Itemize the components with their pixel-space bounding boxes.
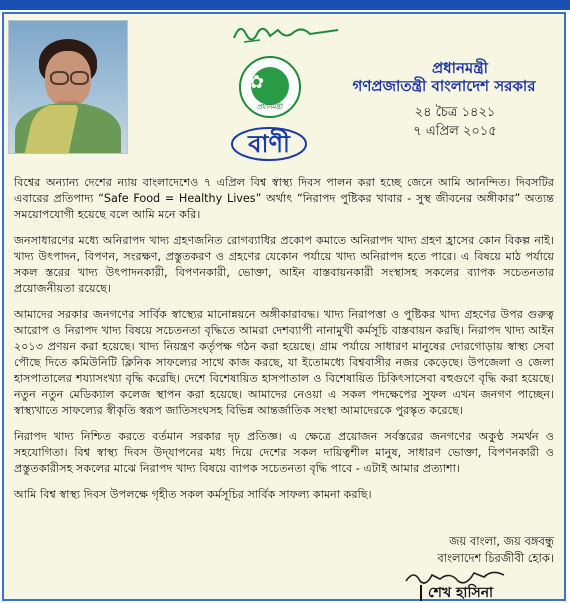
signer-name: শেখ হাসিনা <box>420 585 493 601</box>
closing-lines <box>437 533 554 567</box>
government-title: গণপ্রজাতন্ত্রী বাংলাদেশ সরকার <box>352 77 536 95</box>
portrait-photo <box>8 20 128 154</box>
paragraph-4: নিরাপদ খাদ্য নিশ্চিত করতে বর্তমান সরকার দৃঢ় প্রতিজ্ঞ। এ ক্ষেত্রে প্রয়োজন সর্বস্তরের জনগণের অকুণ্ঠ সমর্থন ও সহযোগিতা। বিশ্ব স্বাস্থ্য দিবস উদ্‌যাপনের মধ্য দিয়ে দেশের সকল দায়িত্বশীল মানুষ, সাধারণ ভোক্তা, বিপণনকারী ও প্রস্তুতকারীসহ সকলের মাঝে নিরাপদ খাদ্য বিষয়ে ব্যাপক সচেতনতা বৃদ্ধি পাবে - এটাই আমার প্রত্যাশা। <box>14 430 554 475</box>
paragraph-3: আমাদের সরকার জনগণের সার্বিক স্বাস্থ্যের মানোন্নয়নে অঙ্গীকারাবদ্ধ। খাদ্য নিরাপত্তা ও পুষ্টিকর খাদ্য গ্রহণের উপর গুরুত্ব আরোপ ও নিরাপদ খাদ্য বিষয়ে সচেতনতা বৃদ্ধিতে আমরা দেশব্যাপী নানামুখী কর্মসূচি বাস্তবায়ন করছি। নিরাপদ খাদ্য আইন ২০১৩ প্রণয়ন করা হয়েছে। খাদ্য নিয়ন্ত্রণ কর্তৃপক্ষ গঠন করা হয়েছে। গ্রাম পর্যায়ে সাধারণ মানুষের দোরগোড়ায় স্বাস্থ্য সেবা পৌছে দিতে কমিউনিটি ক্লিনিক সাফল্যের সাথে কাজ করছে, যা ইতোমধ্যে বিশ্ববাসীর নজর কেড়েছে। উপজেলা ও জেলা হাসপাতালের শয্যাসংখ্যা বৃদ্ধি করেছি। দেশে বিশেষায়িত হাসপাতাল ও বিশেষায়িত চিকিৎসাসেবা বহুগুণে বৃদ্ধি করা হয়েছে। নতুন নতুন মেডিক্যাল কলেজ স্থাপন করা হয়েছে। আমাদের নেওয়া এ সকল পদক্ষেপের সুফল এখন জনগণ পাচ্ছেন। স্বাস্থ্যখাতে সাফল্যের স্বীকৃতি স্বরূপ জাতিসংঘসহ বিভিন্ন আন্তর্জাতিক সংস্থা আমাদেরকে পুরস্কৃত করেছে। <box>14 308 554 417</box>
bani-label <box>230 120 308 162</box>
svg-text:বাণী: বাণী <box>248 130 290 158</box>
paragraph-2: জনসাধারণের মধ্যে অনিরাপদ খাদ্য গ্রহণজনিত রোগব্যাধির প্রকোপ কমাতে অনিরাপদ খাদ্য গ্রহণ হ্রাসের কোন বিকল্প নাই। খাদ্য উৎপাদন, বিপণন, সংরক্ষণ, প্রস্তুতকরণ ও গ্রহণের যেকোন পর্যায়ে খাদ্য অনিরাপদ হতে পারে। এ বিষয়ে মাঠ পর্যায়ে সকল স্তরের খাদ্য উৎপাদনকারী, বিপণনকারী, ভোক্তা, আইন বাস্তবায়নকারী সংস্থাসহ সকলের ব্যাপক সচেতনতার প্রয়োজনীয়তা রয়েছে। <box>14 234 554 295</box>
paragraph-1: বিশ্বের অন্যান্য দেশের ন্যায় বাংলাদেশেও ৭ এপ্রিল বিশ্ব স্বাস্থ্য দিবস পালন করা হচ্ছে জেনে আমি আনন্দিত। দিবসটির এবারের প্রতিপাদ্য “Safe Food = Healthy Lives” অর্থাৎ “নিরাপদ পুষ্টিকর খাবার - সুস্থ জীবনের অঙ্গীকার” অত্যন্ত সময়োপযোগী হয়েছে বলে আমি মনে করি। <box>14 176 554 221</box>
closing-line-2: বাংলাদেশ চিরজীবী হোক। <box>437 551 554 565</box>
signature-top <box>230 20 340 46</box>
top-border-bar <box>0 0 570 10</box>
date-gregorian: ৭ এপ্রিল ২০১৫ <box>413 124 497 139</box>
emblem-caption: প্রধানমন্ত্রী <box>256 103 284 111</box>
paragraph-5: আমি বিশ্ব স্বাস্থ্য দিবস উপলক্ষে গৃহীত সকল কর্মসূচির সার্বিক সাফল্য কামনা করছি। <box>14 488 372 501</box>
closing-line-1: জয় বাংলা, জয় বঙ্গবন্ধু <box>449 534 554 548</box>
message-body <box>14 175 554 513</box>
rice-emblem-icon: ✿ <box>249 72 265 93</box>
office-title: প্রধানমন্ত্রী <box>432 59 488 77</box>
government-emblem <box>239 56 301 118</box>
date-bengali: ২৪ চৈত্র ১৪২১ <box>414 105 496 120</box>
